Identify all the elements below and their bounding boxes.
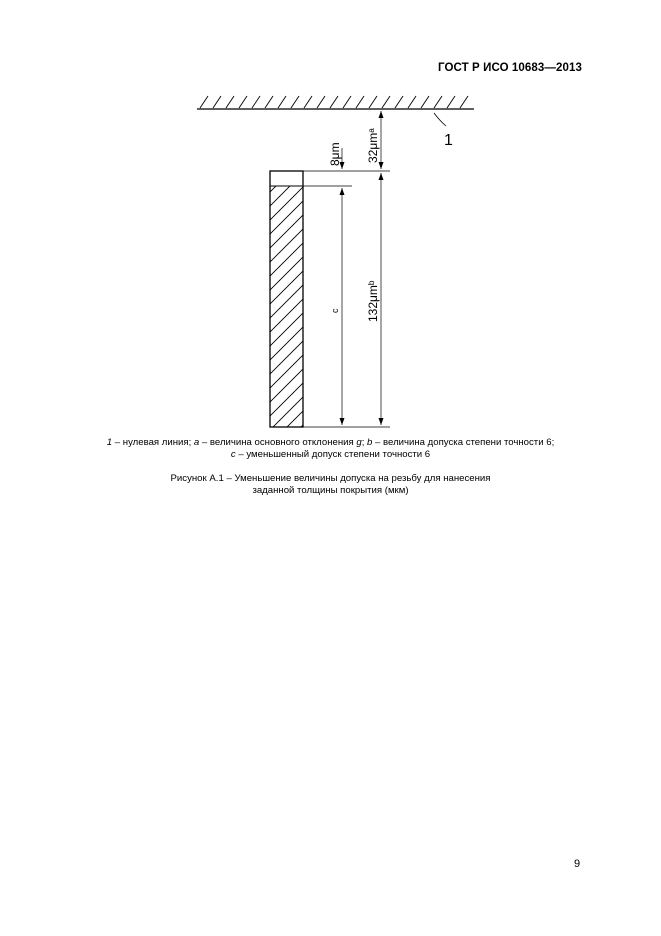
caption-line-2: заданной толщины покрытия (мкм) [252,485,409,496]
hatch-tick [343,96,351,108]
hatch-tick [278,96,286,108]
hatch-tick [252,96,260,108]
hatch-tick [395,96,403,108]
hatch-tick [434,96,442,108]
hatch-tick [291,96,299,108]
hatch-tick [460,96,468,108]
hatch-tick [239,96,247,108]
legend-line-2: c – уменьшенный допуск степени точности 6 [230,449,431,460]
hatch-tick [226,96,234,108]
tolerance-zone-hatched [270,186,303,427]
callout-label: 1 [444,132,453,149]
dim-label-32um: 32μmᵃ [366,128,380,163]
hatch-tick [200,96,208,108]
hatch-tick [421,96,429,108]
dim-label-c: c [330,308,340,313]
hatch-tick [447,96,455,108]
figure-legend [0,437,661,461]
legend-line-1: 1 – нулевая линия; a – величина основного отклонения g; b – величина допуска степени точности 6; [106,437,555,448]
hatch-tick [356,96,364,108]
dim-label-8um: 8μm [328,142,342,166]
hatch-tick [265,96,273,108]
hatch-tick [408,96,416,108]
figure-caption [0,473,661,497]
hatch-tick [304,96,312,108]
zero-line [197,96,474,109]
dim-label-132um: 132μmᵇ [366,280,380,322]
hatch-tick [317,96,325,108]
caption-line-1: Рисунок А.1 – Уменьшение величины допуска на резьбу для нанесения [170,473,491,484]
hatch-tick [369,96,377,108]
hatch-tick [213,96,221,108]
page-number: 9 [574,858,581,870]
hatch-tick [330,96,338,108]
hatch-tick [382,96,390,108]
tolerance-figure [0,0,661,440]
document-header: ГОСТ Р ИСО 10683—2013 [437,62,582,74]
callout-leader [434,113,446,126]
